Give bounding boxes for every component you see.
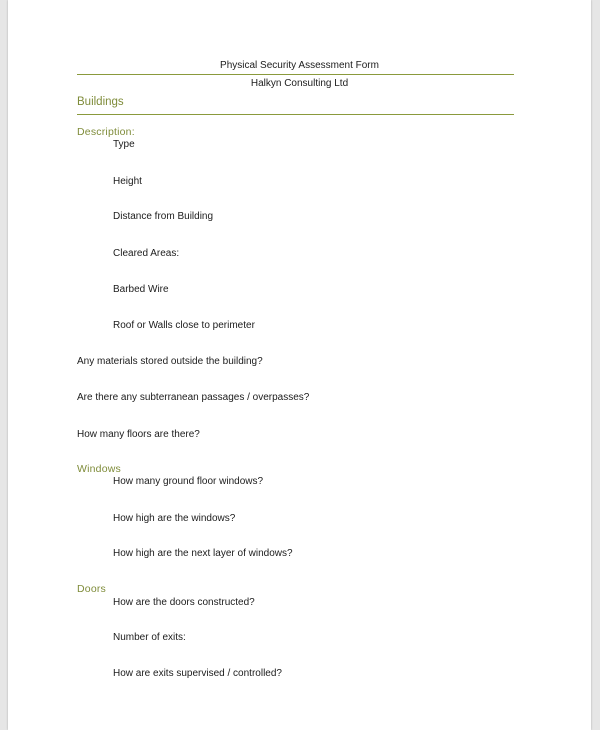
windows-item-height: How high are the windows?: [113, 513, 236, 524]
windows-item-next-layer: How high are the next layer of windows?: [113, 548, 293, 559]
question-materials-outside: Any materials stored outside the building?: [77, 356, 263, 367]
section-title-buildings: Buildings: [77, 96, 124, 108]
question-floors: How many floors are there?: [77, 429, 200, 440]
section-divider: [77, 114, 514, 115]
question-subterranean-passages: Are there any subterranean passages / overpasses?: [77, 392, 310, 403]
doors-item-construction: How are the doors constructed?: [113, 597, 255, 608]
windows-item-ground-floor: How many ground floor windows?: [113, 476, 264, 487]
description-item-type: Type: [113, 139, 135, 150]
doors-item-supervised: How are exits supervised / controlled?: [113, 668, 282, 679]
description-item-height: Height: [113, 176, 142, 187]
description-item-distance: Distance from Building: [113, 211, 214, 222]
document-page: [8, 0, 591, 730]
form-title: Physical Security Assessment Form: [220, 60, 379, 71]
header-divider: [77, 74, 514, 75]
doors-label: Doors: [77, 583, 107, 595]
windows-label: Windows: [77, 463, 121, 475]
description-label: Description:: [77, 126, 135, 138]
doors-item-exits: Number of exits:: [113, 632, 186, 643]
description-item-cleared-areas: Cleared Areas:: [113, 248, 180, 259]
description-item-roof-walls: Roof or Walls close to perimeter: [113, 320, 255, 331]
description-item-barbed-wire: Barbed Wire: [113, 284, 169, 295]
company-name: Halkyn Consulting Ltd: [250, 78, 349, 89]
